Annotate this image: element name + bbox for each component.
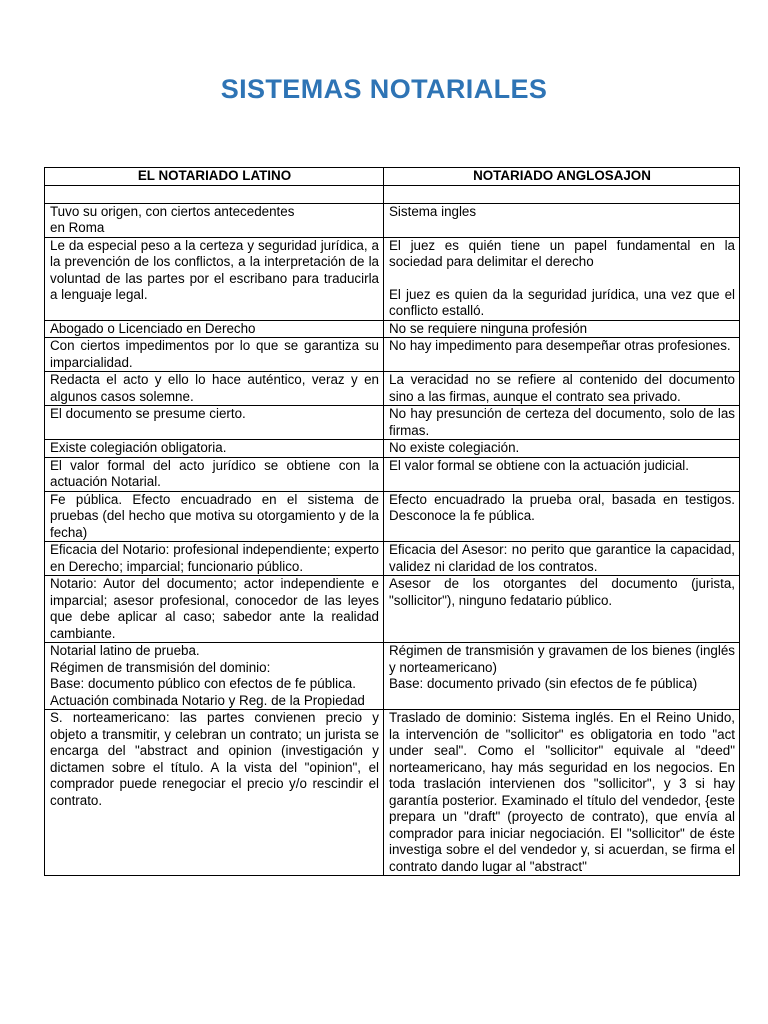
cell-notariado-latino (45, 203, 384, 237)
cell-paragraph: Notarial latino de prueba. (50, 643, 200, 658)
cell-notariado-latino (45, 643, 384, 710)
cell-paragraph: No existe colegiación. (389, 440, 520, 455)
cell-paragraph: Le da especial peso a la certeza y seguridad jurídica, a la prevención de los conflictos, a la interpretación de la voluntad de las partes por el escribano para traducirla a lenguaje legal. (50, 237, 379, 302)
cell-notariado-latino (45, 576, 384, 643)
cell-paragraph: Redacta el acto y ello lo hace auténtico, veraz y en algunos casos solemne. (50, 372, 379, 404)
page-title: SISTEMAS NOTARIALES (220, 74, 548, 104)
table-row (45, 372, 740, 406)
cell-paragraph: La veracidad no se refiere al contenido del documento sino a las firmas, aunque el contrato sea privado. (389, 372, 735, 404)
cell-notariado-anglosajon (384, 440, 740, 458)
cell-paragraph: Notario: Autor del documento; actor independiente e imparcial; asesor profesional, conocedor de las leyes que debe aplicar al caso; sabedor ante la realidad cambiante. (50, 576, 379, 641)
cell-paragraph: Asesor de los otorgantes del documento (jurista, "sollicitor"), ninguno fedatario público. (389, 576, 735, 608)
cell-paragraph: El juez es quien da la seguridad jurídica, una vez que el conflicto estalló. (389, 286, 735, 318)
cell-paragraph: Eficacia del Notario: profesional independiente; experto en Derecho; imparcial; funcionario público. (50, 542, 379, 574)
cell-notariado-anglosajon (384, 710, 740, 876)
cell-paragraph: Fe pública. Efecto encuadrado en el sistema de pruebas (del hecho que motiva su otorgamiento y de la fecha) (50, 491, 379, 540)
table-row (45, 440, 740, 458)
cell-paragraph: Efecto encuadrado la prueba oral, basada en testigos. Desconoce la fe pública. (389, 491, 735, 523)
cell-notariado-anglosajon (384, 576, 740, 643)
cell-notariado-anglosajon (384, 372, 740, 406)
comparison-table (44, 167, 740, 876)
cell-paragraph: en Roma (50, 220, 105, 235)
cell-notariado-latino (45, 406, 384, 440)
table-row (45, 542, 740, 576)
cell-paragraph: El valor formal del acto jurídico se obtiene con la actuación Notarial. (50, 457, 379, 489)
table-body (45, 203, 740, 876)
cell-notariado-anglosajon (384, 320, 740, 338)
cell-paragraph: No hay impedimento para desempeñar otras profesiones. (389, 338, 731, 353)
table-row (45, 710, 740, 876)
cell-notariado-anglosajon (384, 491, 740, 542)
table-row (45, 406, 740, 440)
table-row (45, 320, 740, 338)
cell-paragraph: Con ciertos impedimentos por lo que se garantiza su imparcialidad. (50, 338, 379, 370)
cell-notariado-latino (45, 710, 384, 876)
cell-paragraph: Régimen de transmisión y gravamen de los bienes (inglés y norteamericano) (389, 643, 735, 675)
table-row (45, 338, 740, 372)
cell-paragraph: Actuación combinada Notario y Reg. de la Propiedad (50, 692, 365, 708)
cell-paragraph: Existe colegiación obligatoria. (50, 440, 227, 455)
table-header-row (45, 168, 740, 186)
table-row (45, 643, 740, 710)
cell-notariado-anglosajon (384, 457, 740, 491)
paragraph-gap (389, 271, 735, 287)
cell-notariado-latino (45, 237, 384, 320)
cell-paragraph: No hay presunción de certeza del documento, solo de las firmas. (389, 406, 735, 438)
empty-cell (384, 185, 740, 203)
cell-notariado-anglosajon (384, 203, 740, 237)
cell-notariado-latino (45, 338, 384, 372)
cell-paragraph: El juez es quién tiene un papel fundamental en la sociedad para delimitar el derecho (389, 237, 735, 269)
cell-notariado-anglosajon (384, 237, 740, 320)
cell-notariado-latino (45, 542, 384, 576)
cell-notariado-anglosajon (384, 406, 740, 440)
cell-paragraph: El documento se presume cierto. (50, 406, 246, 421)
table-row (45, 576, 740, 643)
cell-notariado-anglosajon (384, 643, 740, 710)
empty-row (45, 185, 740, 203)
empty-cell (45, 185, 384, 203)
cell-notariado-latino (45, 320, 384, 338)
table-row (45, 237, 740, 320)
cell-notariado-anglosajon (384, 338, 740, 372)
header-notariado-latino: EL NOTARIADO LATINO (45, 168, 384, 186)
table-row (45, 203, 740, 237)
cell-paragraph: Base: documento privado (sin efectos de fe pública) (389, 676, 698, 691)
cell-notariado-latino (45, 372, 384, 406)
cell-paragraph: Régimen de transmisión del dominio: (50, 659, 271, 675)
cell-paragraph: Tuvo su origen, con ciertos antecedentes (50, 203, 295, 219)
cell-notariado-latino (45, 457, 384, 491)
cell-paragraph: No se requiere ninguna profesión (389, 320, 588, 336)
cell-paragraph: Sistema ingles (389, 203, 477, 219)
cell-paragraph: Traslado de dominio: Sistema inglés. En el Reino Unido, la intervención de "sollicitor" es obligatoria en todo "act under seal". Como el "sollicitor" equivale al "deed" norteamericano, hay más seguridad en los negocios. En toda traslación intervienen dos "sollicitor", y 3 si hay garantía posterior. Examinado el título del vendedor, {este prepara un "draft" (proyecto de contrato), que envía al comprador para iniciar negociación. El "sollicitor" de éste investiga sobre el del vendedor y, si acuerdan, se firma el contrato dando lugar al "abstract" (389, 710, 735, 874)
cell-paragraph: El valor formal se obtiene con la actuación judicial. (389, 457, 689, 473)
cell-paragraph: S. norteamericano: las partes convienen precio y objeto a transmitir, y celebran un contrato; un jurista se encarga del "abstract and opinion (investigación y dictamen sobre el título. A la vista del "opinion", el comprador puede renegociar el precio y/o rescindir el contrato. (50, 710, 379, 808)
table-row (45, 491, 740, 542)
cell-notariado-latino (45, 491, 384, 542)
header-notariado-anglosajon: NOTARIADO ANGLOSAJON (384, 168, 740, 186)
cell-paragraph: Eficacia del Asesor: no perito que garantice la capacidad, validez ni claridad de los contratos. (389, 542, 735, 574)
cell-paragraph: Abogado o Licenciado en Derecho (50, 320, 256, 336)
cell-paragraph: Base: documento público con efectos de fe pública. (50, 676, 356, 691)
cell-notariado-anglosajon (384, 542, 740, 576)
cell-notariado-latino (45, 440, 384, 458)
table-row (45, 457, 740, 491)
